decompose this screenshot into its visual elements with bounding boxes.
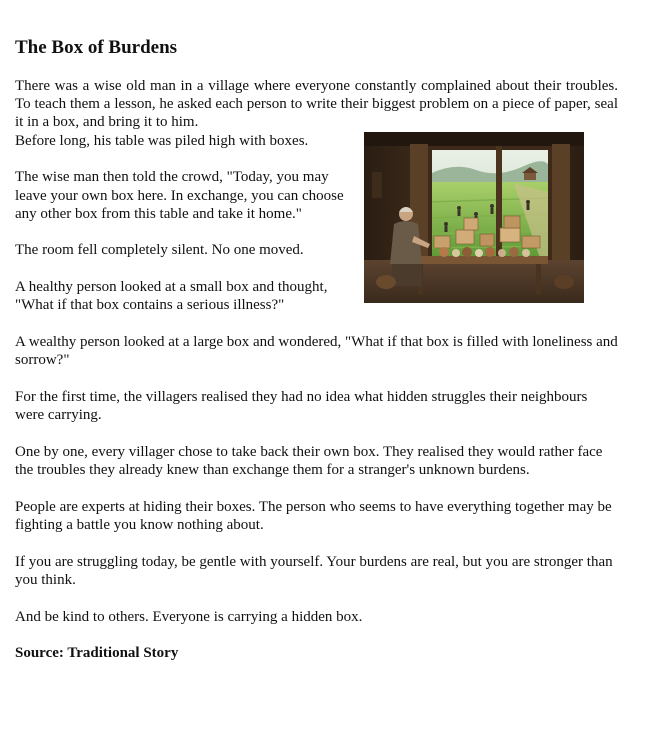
intro-paragraph (15, 77, 618, 132)
hiding-boxes-paragraph: People are experts at hiding their boxes. The person who seems to have everything together may be fighting a battle you know nothing about. (15, 498, 612, 533)
be-gentle-paragraph: If you are struggling today, be gentle with yourself. Your burdens are real, but you are stronger than you think. (15, 553, 613, 588)
intro-text-2: Before long, his table was piled high with boxes. (15, 132, 309, 149)
intro-text-1: There was a wise old man in a village where everyone constantly complained about their troubles. To teach them a lesson, he asked each person to write their biggest problem on a piece of paper, seal it in a box, and bring it to him. (15, 78, 618, 131)
silent-room-paragraph: The room fell completely silent. No one moved. (15, 242, 304, 259)
healthy-person-paragraph: A healthy person looked at a small box and thought, "What if that box contains a serious illness?" (15, 279, 328, 314)
wealthy-person-paragraph: A wealthy person looked at a large box and wondered, "What if that box is filled with loneliness and sorrow?" (15, 334, 618, 369)
source-line: Source: Traditional Story (15, 645, 179, 662)
villagers-realised-paragraph: For the first time, the villagers realised they had no idea what hidden struggles their neighbours were carrying. (15, 388, 588, 424)
article (15, 36, 618, 662)
took-back-box-paragraph: One by one, every villager chose to take back their own box. They realised they would rather face the troubles they already knew than exchange them for a stranger's unknown burdens. (15, 443, 603, 479)
wise-man-offer-paragraph: The wise man then told the crowd, "Today, you may leave your own box here. In exchange, you can choose any other box from this table and take it home." (15, 169, 344, 222)
be-kind-paragraph: And be kind to others. Everyone is carrying a hidden box. (15, 608, 363, 625)
article-title: The Box of Burdens (15, 37, 178, 58)
village-illustration (364, 132, 584, 303)
old-man-with-boxes-image (364, 132, 584, 303)
